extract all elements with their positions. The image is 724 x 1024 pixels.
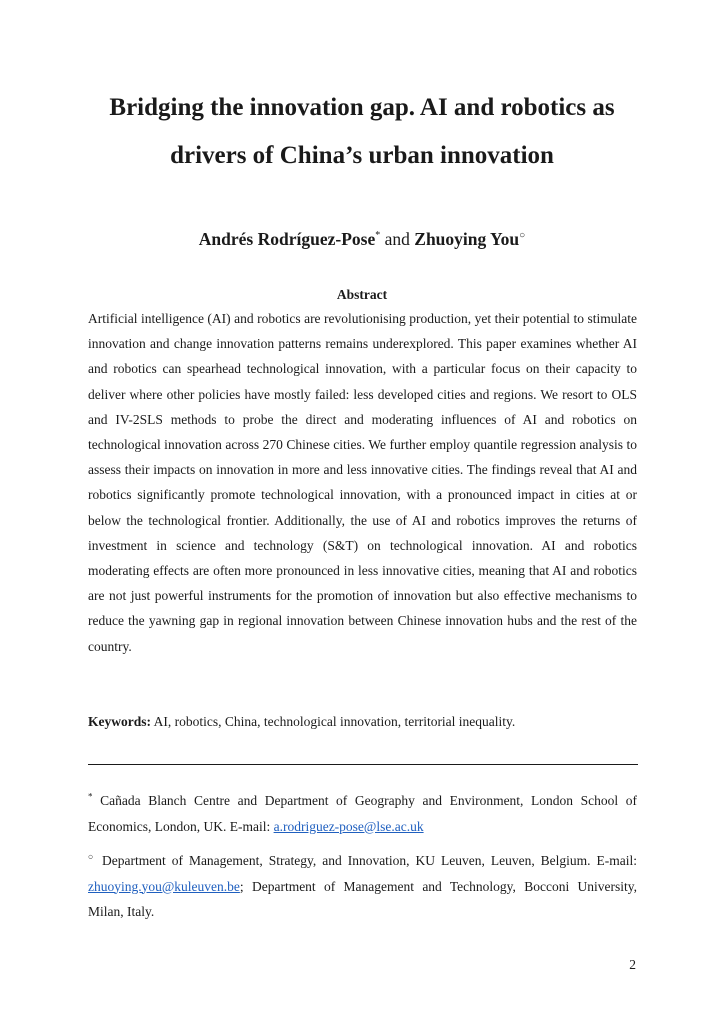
keywords-line bbox=[88, 709, 637, 734]
author-1-email-link[interactable]: a.rodriguez-pose@lse.ac.uk bbox=[273, 818, 424, 834]
footnote-2-text: Department of Management, Strategy, and Innovation, KU Leuven, Leuven, Belgium. E-mail: bbox=[96, 853, 638, 868]
abstract-text: Artificial intelligence (AI) and robotics are revolutionising production, yet their potential to stimulate innovation and change innovation patterns remains underexplored. This paper examines whether AI and robotics can spearhead technological innovation, with a particular focus on their capacity to deliver where other policies have mostly failed: less developed cities and regions. We resort to OLS and IV-2SLS methods to probe the direct and moderating influences of AI and robotics on technological innovation across 270 Chinese cities. We further employ quantile regression analysis to assess their impacts on innovation in more and less innovative cities. The findings reveal that AI and robotics significantly promote technological innovation, with a pronounced impact in cities at or below the technological frontier. Additionally, the use of AI and robotics improves the returns of investment in science and technology (S&T) on technological innovation. AI and robotics moderating effects are often more pronounced in less innovative cities, meaning that AI and robotics are not just powerful instruments for the promotion of innovation but also effective mechanisms to reduce the yawning gap in regional innovation between Chinese innovation hubs and the rest of the country. bbox=[88, 311, 637, 654]
paper-title bbox=[60, 84, 664, 180]
footnote-2-mark: ○ bbox=[88, 851, 97, 862]
author-2-name: Zhuoying You bbox=[414, 229, 520, 249]
footnote-author-2 bbox=[88, 848, 637, 925]
paper-title-line-1: Bridging the innovation gap. AI and robotics as bbox=[109, 94, 615, 121]
keywords-text: AI, robotics, China, technological innovation, territorial inequality. bbox=[151, 714, 516, 729]
author-conjunction: and bbox=[380, 229, 415, 249]
author-1-name: Andrés Rodríguez-Pose bbox=[198, 229, 376, 249]
author-2-affiliation-mark: ○ bbox=[519, 230, 526, 242]
author-1-affiliation-mark: * bbox=[375, 230, 381, 242]
paper-title-line-2: drivers of China’s urban innovation bbox=[170, 142, 554, 169]
keywords-label: Keywords: bbox=[88, 714, 151, 729]
author-2-email-link[interactable]: zhuoying.you@kuleuven.be bbox=[88, 878, 240, 894]
footnote-1-mark: * bbox=[88, 791, 93, 802]
footnote-1-text: Cañada Blanch Centre and Department of Geography and Environment, London School of Economics, London, UK. E-mail: bbox=[88, 793, 637, 834]
author-list bbox=[60, 226, 664, 252]
abstract-heading: Abstract bbox=[336, 287, 388, 302]
page-number: 2 bbox=[629, 957, 636, 972]
footnote-author-1 bbox=[88, 788, 637, 839]
footnote-separator-rule bbox=[88, 764, 638, 765]
footnote-2-text-after: ; Department of Management and Technology, Bocconi University, Milan, Italy. bbox=[88, 878, 637, 919]
